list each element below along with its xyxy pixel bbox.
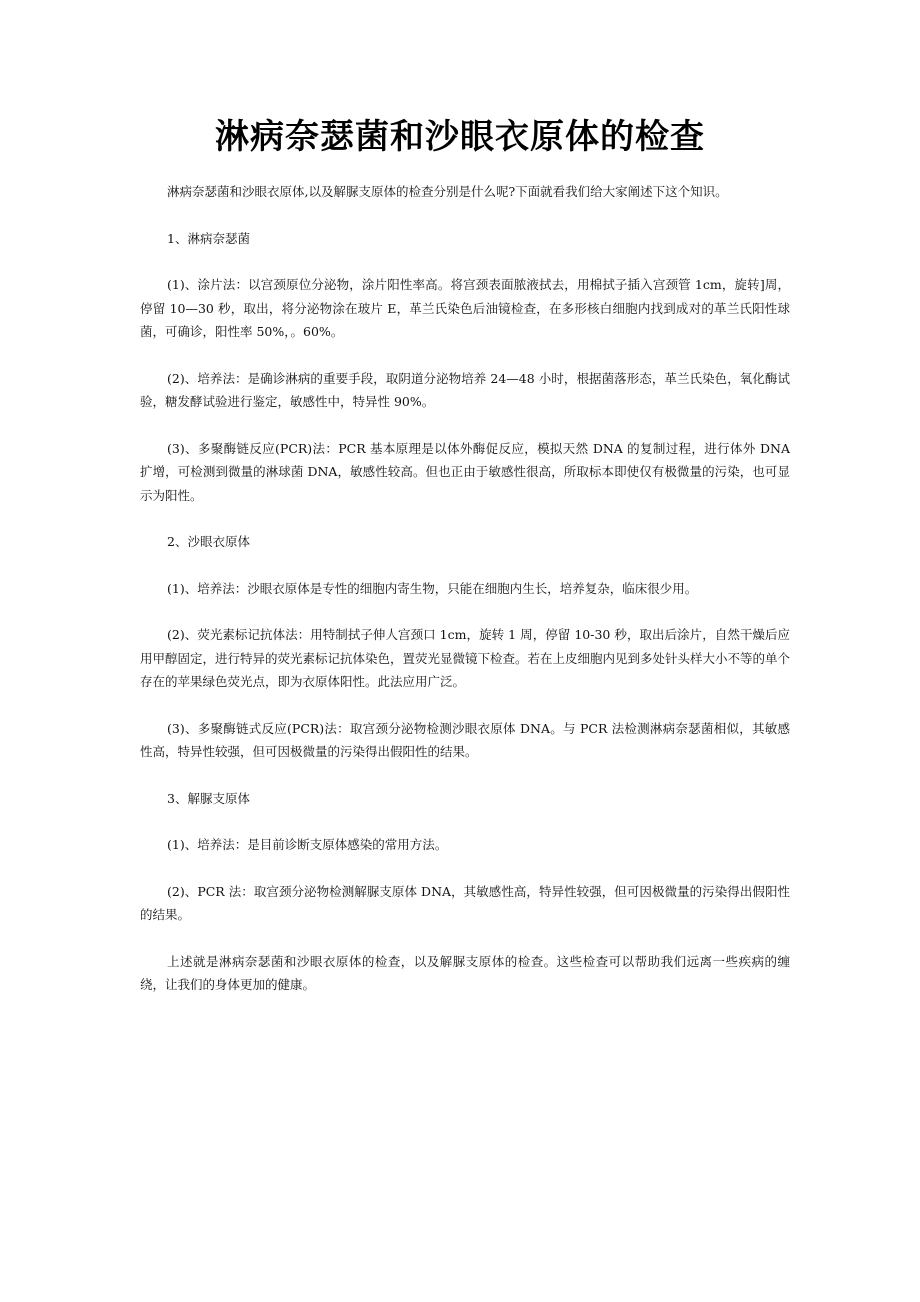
paragraph-pcr-method: (3)、多聚酶链反应(PCR)法：PCR 基本原理是以体外酶促反应，模拟天然 DNA 的复制过程，进行体外 DNA 扩增，可检测到微量的淋球菌 DNA，敏感性较高。但也正由于敏感性很高，所取标本即使仅有极微量的污染，也可显示为阳性。 [140,440,790,503]
paragraph-ureaplasma-pcr: (2)、PCR 法：取宫颈分泌物检测解脲支原体 DNA，其敏感性高，特异性较强，但可因极微量的污染得出假阳性的结果。 [140,883,790,922]
paragraph-fluorescent-antibody: (2)、荧光素标记抗体法：用特制拭子伸人宫颈口 1cm，旋转 1 周，停留 10-30 秒，取出后涂片，自然干燥后应用甲醇固定，进行特异的荧光素标记抗体染色，置荧光显微镜下检查。若在上皮细胞内见到多处针头样大小不等的单个存在的苹果绿色荧光点，即为衣原体阳性。此法应用广泛。 [140,627,791,689]
page-title: 淋病奈瑟菌和沙眼衣原体的检查 [215,117,705,157]
paragraph-smear-method: (1)、涂片法：以宫颈原位分泌物，涂片阳性率高。将宫颈表面脓液拭去，用棉拭子插入宫颈管 1cm，旋转]周，停留 10—30 秒，取出，将分泌物涂在玻片 E，革兰氏染色后油镜检查，在多形核白细胞内找到成对的革兰氏阳性球菌，可确诊，阳性率 50%，。60%。 [140,277,790,339]
document-body [140,180,790,1020]
intro-paragraph: 淋病奈瑟菌和沙眼衣原体,以及解脲支原体的检查分别是什么呢?下面就看我们给大家阐述下这个知识。 [167,184,728,199]
paragraph-culture-method: (2)、培养法：是确诊淋病的重要手段，取阴道分泌物培养 24—48 小时，根据菌落形态，革兰氏染色，氧化酶试验，糖发酵试验进行鉴定，敏感性中，特异性 90%。 [140,370,790,409]
section-heading-chlamydia: 2、沙眼衣原体 [167,534,250,549]
paragraph-ureaplasma-culture: (1)、培养法：是目前诊断支原体感染的常用方法。 [167,837,448,852]
conclusion-paragraph: 上述就是淋病奈瑟菌和沙眼衣原体的检查，以及解脲支原体的检查。这些检查可以帮助我们远离一些疾病的缠绕，让我们的身体更加的健康。 [140,953,790,992]
section-heading-gonorrhea: 1、淋病奈瑟菌 [167,230,250,246]
paragraph-chlamydia-culture: (1)、培养法：沙眼衣原体是专性的细胞内寄生物，只能在细胞内生长，培养复杂，临床很少用。 [167,580,698,596]
section-heading-ureaplasma: 3、解脲支原体 [167,790,250,806]
paragraph-chlamydia-pcr: (3)、多聚酶链式反应(PCR)法：取宫颈分泌物检测沙眼衣原体 DNA。与 PCR 法检测淋病奈瑟菌相似，其敏感性高，特异性较强，但可因极微量的污染得出假阳性的结果。 [140,720,790,759]
